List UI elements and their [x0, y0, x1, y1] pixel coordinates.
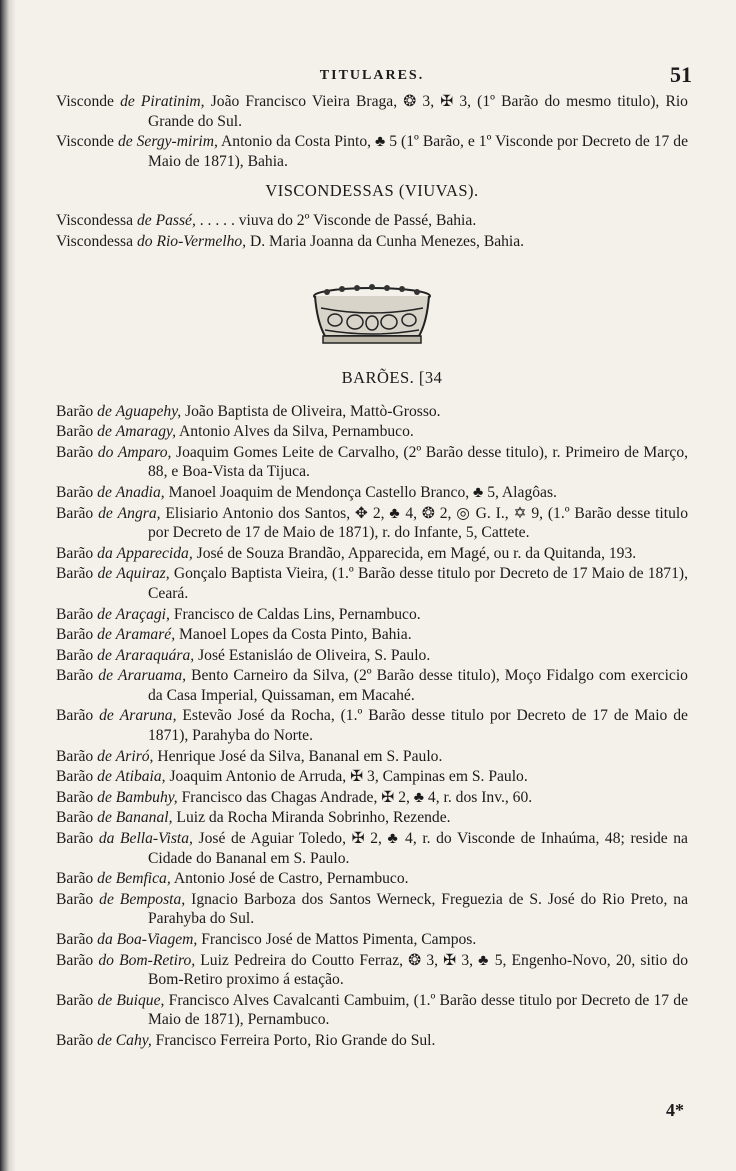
entry-title-name: Passé,: [155, 212, 196, 230]
viscondes-list: [56, 92, 688, 171]
entry-title-name: Araruna,: [119, 707, 177, 725]
entry-text: Francisco José de Mattos Pimenta, Campos.: [201, 931, 477, 948]
entry-text: Luiz Pedreira do Coutto Ferraz, ❂ 3, ✠ 3, ♣ 5, Engenho-Novo, 20, sitio do Bom-Retiro proximo á estação.: [148, 951, 688, 989]
entry-rank: Barão: [56, 667, 94, 685]
entry-title-name: Bambuhy,: [115, 788, 178, 806]
entry-rank: Barão: [56, 707, 94, 725]
entry: [56, 829, 688, 868]
viscondessas-list: [56, 211, 688, 251]
entry-text: Joaquim Antonio de Arruda, ✠ 3, Campinas em S. Paulo.: [169, 768, 528, 786]
entry-rank: Barão: [56, 646, 94, 664]
entry-text: Antonio Alves da Silva, Pernambuco.: [179, 423, 414, 441]
running-title: TITULARES.: [319, 68, 425, 83]
entry: [56, 890, 688, 929]
entry-title-name: Sergy-mirim,: [136, 133, 218, 151]
crown-ornament: [56, 278, 688, 348]
entry-rank: Barão: [56, 830, 94, 848]
entry-text: Joaquim Gomes Leite de Carvalho, (2º Barão desse titulo), r. Primeiro de Março, 88, e Boa-Vista da Tijuca.: [148, 443, 689, 481]
entry-title-name: Bom-Retiro,: [119, 951, 196, 969]
entry-preposition: de: [136, 212, 152, 230]
entry-preposition: de: [97, 991, 113, 1009]
entry-rank: Barão: [56, 747, 94, 765]
entry-preposition: de: [97, 402, 112, 420]
entry-rank: Barão: [56, 991, 94, 1009]
entry-preposition: de: [98, 504, 113, 522]
page-number: 51: [670, 62, 692, 87]
entry: [56, 808, 688, 828]
entry-preposition: de: [97, 768, 112, 786]
entry-title-name: Angra,: [117, 504, 161, 522]
entry-rank: Barão: [56, 544, 94, 562]
entry-title-name: Bemfica,: [115, 870, 171, 888]
entry-preposition: de: [120, 93, 135, 110]
entry-preposition: de: [117, 133, 133, 151]
entry-rank: Barão: [56, 890, 94, 908]
entry: [56, 504, 688, 543]
entry-rank: Barão: [56, 788, 94, 806]
entry: [56, 483, 688, 503]
entry-title-name: Ariró,: [115, 747, 154, 765]
entry: [56, 869, 688, 889]
entry-title-name: Bananal,: [115, 809, 173, 827]
entry-text: Bento Carneiro da Silva, (2º Barão desse titulo), Moço Fidalgo com exercicio da Casa Imperial, Quissaman, em Macahé.: [148, 667, 688, 704]
entry-text: João Francisco Vieira Braga, ❂ 3, ✠ 3, (1º Barão do mesmo titulo), Rio Grande do Sul.: [148, 93, 688, 130]
entry-rank: Viscondessa: [56, 212, 134, 230]
entry-preposition: de: [97, 870, 112, 888]
entry-text: José de Souza Brandão, Apparecida, em Magé, ou r. da Quitanda, 193.: [196, 544, 637, 562]
baroes-list: [56, 402, 688, 1051]
entry: [56, 706, 688, 745]
entry: [56, 951, 688, 990]
entry-title-name: Bella-Vista,: [120, 830, 193, 848]
entry-rank: Barão: [56, 626, 94, 644]
entry-title-name: Aguapehy,: [115, 402, 182, 420]
entry-title-name: Anadia,: [115, 483, 165, 501]
entry: [56, 991, 688, 1030]
entry: [56, 422, 688, 442]
entry-rank: Visconde: [56, 93, 114, 110]
entry-preposition: do: [136, 232, 153, 250]
entry: [56, 211, 688, 231]
heading-baroes: BARÕES. [34: [341, 367, 443, 387]
entry-text: . . . . . viuva do 2º Visconde de Passé, Bahia.: [199, 212, 477, 230]
entry-title-name: Araçagi,: [115, 605, 170, 623]
entry-preposition: do: [97, 443, 114, 461]
entry-title-name: Amaragy,: [115, 423, 176, 441]
entry: [56, 788, 688, 808]
entry-rank: Barão: [56, 504, 94, 522]
entry: [56, 132, 688, 171]
page-content: [56, 62, 692, 1052]
entry-preposition: de: [97, 1031, 112, 1049]
entry-text: Francisco Alves Cavalcanti Cambuim, (1.º Barão desse titulo por Decreto de 17 de Maio de 1871), Pernambuco.: [148, 991, 689, 1029]
entry-rank: Barão: [56, 1031, 94, 1049]
entry-title-name: Araraquára,: [115, 646, 195, 664]
entry-rank: Viscondessa: [56, 232, 134, 250]
entry: [56, 666, 688, 705]
running-head: [56, 62, 692, 92]
entry: [56, 930, 688, 950]
entry-preposition: de: [97, 626, 112, 644]
entry-preposition: de: [97, 423, 112, 441]
entry: [56, 443, 688, 482]
entry-rank: Barão: [56, 870, 94, 888]
entry-preposition: do: [98, 951, 114, 969]
entry-text: Henrique José da Silva, Bananal em S. Paulo.: [157, 747, 443, 765]
entry-text: José Estanisláo de Oliveira, S. Paulo.: [198, 646, 431, 664]
entry-text: Luiz da Rocha Miranda Sobrinho, Rezende.: [176, 809, 451, 827]
entry-text: Ignacio Barboza dos Santos Werneck, Freguezia de S. José do Rio Preto, na Parahyba do Sul.: [148, 890, 688, 928]
entry: [56, 402, 688, 422]
entry: [56, 544, 688, 564]
entry-text: Francisco Ferreira Porto, Rio Grande do Sul.: [155, 1031, 436, 1049]
entry-title-name: Rio-Vermelho,: [156, 232, 247, 250]
entry-title-name: Aramaré,: [115, 626, 176, 644]
entry-rank: Barão: [56, 565, 94, 583]
entry: [56, 747, 688, 767]
entry-title-name: Buique,: [116, 991, 165, 1009]
entry-text: Gonçalo Baptista Vieira, (1.º Barão desse titulo por Decreto de 17 Maio de 1871), Ceará.: [148, 565, 688, 602]
catchword: 4*: [666, 1100, 684, 1120]
entry-text: Francisco de Caldas Lins, Pernambuco.: [173, 605, 421, 623]
entry: [56, 564, 688, 603]
entry-preposition: de: [97, 565, 113, 583]
entry: [56, 646, 688, 666]
entry-rank: Barão: [56, 768, 94, 786]
entry-preposition: de: [97, 646, 112, 664]
entry-text: Elisiario Antonio dos Santos, ✥ 2, ♣ 4, ❂ 2, ◎ G. I., ✡ 9, (1.º Barão desse titulo por Decreto de 17 de Maio de 1871), r. do Infante, 5, Cattete.: [148, 504, 689, 542]
entry-text: Antonio José de Castro, Pernambuco.: [173, 870, 409, 888]
entry-text: Antonio da Costa Pinto, ♣ 5 (1º Barão, e 1º Visconde por Decreto de 17 de Maio de 1871), Bahia.: [148, 133, 689, 170]
entry-title-name: Araruama,: [118, 667, 187, 685]
entry-preposition: de: [97, 483, 112, 501]
heading-viscondessas: VISCONDESSAS (VIUVAS).: [265, 181, 479, 201]
entry: [56, 767, 688, 787]
entry-rank: Barão: [56, 483, 94, 501]
entry-preposition: de: [97, 788, 112, 806]
entry-text: Manoel Joaquim de Mendonça Castello Branco, ♣ 5, Alagôas.: [168, 483, 557, 501]
entry-rank: Barão: [56, 931, 94, 948]
entry-rank: Barão: [56, 809, 94, 827]
entry-text: D. Maria Joanna da Cunha Menezes, Bahia.: [249, 232, 525, 250]
entry-rank: Barão: [56, 443, 94, 461]
entry-text: Estevão José da Rocha, (1.º Barão desse titulo por Decreto de 17 de Maio de 1871), Parahyba do Norte.: [148, 707, 688, 745]
entry: [56, 92, 688, 131]
entry-rank: Barão: [56, 423, 94, 441]
entry-rank: Barão: [56, 402, 94, 420]
entry-preposition: de: [99, 890, 114, 908]
entry-title-name: Cahy,: [115, 1031, 152, 1049]
entry-title-name: Boa-Viagem,: [116, 931, 198, 948]
entry: [56, 232, 688, 252]
entry-text: Manoel Lopes da Costa Pinto, Bahia.: [179, 626, 412, 644]
entry-title-name: Amparo,: [117, 443, 172, 461]
entry-text: João Baptista de Oliveira, Mattò-Grosso.: [185, 402, 441, 420]
page-binding-edge: [0, 0, 16, 1171]
entry: [56, 605, 688, 625]
entry-text: José de Aguiar Toledo, ✠ 2, ♣ 4, r. do Visconde de Inhaúma, 48; reside na Cidade do Bananal em S. Paulo.: [148, 830, 688, 867]
entry-preposition: de: [97, 605, 112, 623]
entry-preposition: da: [97, 931, 113, 948]
entry-preposition: de: [98, 667, 113, 685]
entry-title-name: Atibaia,: [115, 768, 166, 786]
entry-preposition: de: [99, 707, 114, 725]
entry: [56, 625, 688, 645]
entry-preposition: de: [97, 747, 112, 765]
entry-rank: Visconde: [56, 133, 114, 151]
entry-title-name: Aquiraz,: [116, 565, 170, 583]
entry-title-name: Bemposta,: [119, 890, 186, 908]
entry-title-name: Apparecida,: [116, 544, 193, 562]
entry-preposition: da: [98, 830, 115, 848]
entry-preposition: da: [97, 544, 113, 562]
entry-preposition: de: [97, 809, 112, 827]
entry-text: Francisco das Chagas Andrade, ✠ 2, ♣ 4, r. dos Inv., 60.: [181, 788, 533, 806]
crown-icon: [297, 278, 447, 348]
entry-rank: Barão: [56, 951, 94, 969]
entry: [56, 1031, 688, 1051]
entry-rank: Barão: [56, 605, 94, 623]
entry-title-name: Piratinim,: [140, 93, 205, 110]
